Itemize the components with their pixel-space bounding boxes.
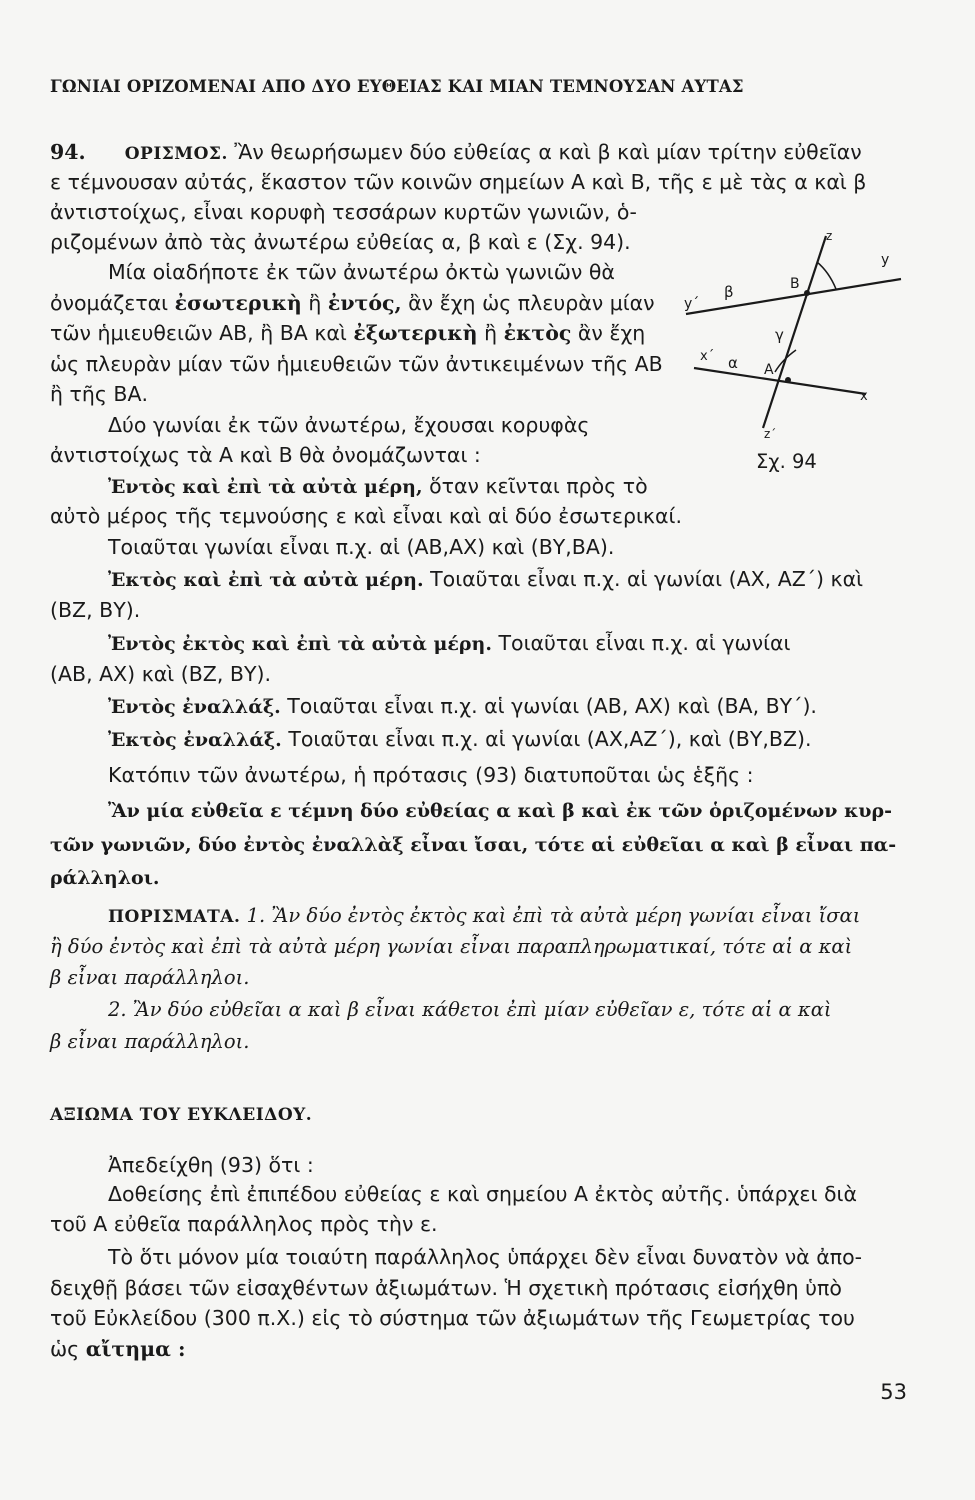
axiom-line-4: Τὸ ὅτι μόνον μία τοιαύτη παράλληλος ὑπάρχει δὲν εἶναι δυνατὸν νὰ ἀπο- xyxy=(108,1245,863,1269)
definition-line-6: ὀνομάζεται ἐσωτερικὴ ἢ ἐντός, ἂν ἔχη ὡς πλευρὰν μίαν xyxy=(50,291,655,315)
theorem-line-3: ράλληλοι. xyxy=(50,867,160,889)
label-x: x xyxy=(860,389,868,404)
label-z: z xyxy=(826,229,833,243)
label-z-prime: z΄ xyxy=(764,427,777,441)
term-exterior: ἐξωτερικὴ xyxy=(353,321,478,345)
term-interior: ἐσωτερικὴ xyxy=(174,291,302,315)
type-exterior-same-side: Ἐκτὸς καὶ ἐπὶ τὰ αὐτὰ μέρη. Τοιαῦται εἶναι π.χ. αἱ γωνίαι (ΑΧ, ΑΖ΄) καὶ xyxy=(108,567,864,591)
definition-line-2: ε τέμνουσαν αὐτάς, ἕκαστον τῶν κοινῶν σημείων Α καὶ Β, τῆς ε μὲ τὰς α καὶ β xyxy=(50,170,867,194)
corollary-2-line-2: β εἶναι παράλληλοι. xyxy=(50,1030,250,1053)
chapter-heading: ΓΩΝΙΑΙ ΟΡΙΖΟΜΕΝΑΙ ΑΠΟ ΔΥΟ ΕΥΘΕΙΑΣ ΚΑΙ ΜΙΑΝ ΤΕΜΝΟΥΣΑΝ ΑΥΤΑΣ xyxy=(50,77,744,96)
term-inside: ἐντός, xyxy=(327,291,402,315)
label-beta: β xyxy=(724,283,734,301)
figure-94 xyxy=(676,222,916,472)
axiom-line-1: Ἀπεδείχθη (93) ὅτι : xyxy=(108,1153,314,1177)
axiom-line-5: δειχθῇ βάσει τῶν εἰσαχθέντων ἀξιωμάτων. Ἡ σχετικὴ πρότασις εἰσήχθη ὑπὸ xyxy=(50,1276,842,1300)
label-gamma: γ xyxy=(775,326,784,344)
figure-caption: Σχ. 94 xyxy=(756,450,817,473)
type-interior-same-side-cont: αὐτὸ μέρος τῆς τεμνούσης ε καὶ εἶναι καὶ αἱ δύο ἐσωτερικαί. xyxy=(50,504,682,528)
definition-line-8: ὡς πλευρὰν μίαν τῶν ἡμιευθειῶν τῶν ἀντικειμένων τῆς ΑΒ xyxy=(50,352,663,376)
axiom-line-6: τοῦ Εὐκλείδου (300 π.Χ.) εἰς τὸ σύστημα τῶν ἀξιωμάτων τῆς Γεωμετρίας του xyxy=(50,1306,855,1330)
point-a xyxy=(785,377,791,383)
theorem-intro: Κατόπιν τῶν ἀνωτέρω, ἡ πρότασις (93) διατυποῦται ὡς ἑξῆς : xyxy=(108,763,754,787)
corollary-2-line-1: 2. Ἂν δύο εὐθεῖαι α καὶ β εἶναι κάθετοι ἐπὶ μίαν εὐθεῖαν ε, τότε αἱ α καὶ xyxy=(108,998,832,1021)
label-y: y xyxy=(881,252,890,268)
axiom-line-3: τοῦ Α εὐθεῖα παράλληλος πρὸς τὴν ε. xyxy=(50,1212,438,1236)
type-term: Ἐκτὸς καὶ ἐπὶ τὰ αὐτὰ μέρη. xyxy=(108,569,424,591)
axiom-line-7: ὡς αἴτημα : xyxy=(50,1337,186,1361)
type-term: Ἐκτὸς ἐναλλάξ. xyxy=(108,729,282,751)
definition-line-10: Δύο γωνίαι ἐκ τῶν ἀνωτέρω, ἔχουσαι κορυφὰς xyxy=(108,413,590,437)
label-y-prime: y΄ xyxy=(684,296,700,312)
axiom-title: ΑΞΙΩΜΑ ΤΟΥ ΕΥΚΛΕΙΔΟΥ. xyxy=(50,1105,313,1125)
axiom-line-2: Δοθείσης ἐπὶ ἐπιπέδου εὐθείας ε καὶ σημείου Α ἐκτὸς αὐτῆς. ὑπάρχει διὰ xyxy=(108,1182,857,1206)
term-postulate: αἴτημα : xyxy=(85,1337,186,1361)
definition-text: Ἂν θεωρήσωμεν δύο εὐθείας α καὶ β καὶ μίαν τρίτην εὐθεῖαν xyxy=(234,140,862,164)
definition-line-5: Μία οἱαδήποτε ἐκ τῶν ἀνωτέρω ὀκτὼ γωνιῶν θὰ xyxy=(108,260,615,284)
label-x-prime: x΄ xyxy=(700,349,715,364)
point-b xyxy=(804,290,810,296)
type-interior-exterior-same-side: Ἐντὸς ἐκτὸς καὶ ἐπὶ τὰ αὐτὰ μέρη. Τοιαῦται εἶναι π.χ. αἱ γωνίαι xyxy=(108,631,791,655)
term-outside: ἐκτὸς xyxy=(503,321,572,345)
type-term: Ἐντὸς ἐκτὸς καὶ ἐπὶ τὰ αὐτὰ μέρη. xyxy=(108,633,492,655)
theorem-line-1: Ἂν μία εὐθεῖα ε τέμνη δύο εὐθείας α καὶ β καὶ ἐκ τῶν ὁριζομένων κυρ- xyxy=(108,800,893,822)
corollaries-title: ΠΟΡΙΣΜΑΤΑ. xyxy=(108,907,241,927)
line-epsilon xyxy=(763,236,826,428)
type-term: Ἐντὸς καὶ ἐπὶ τὰ αὐτὰ μέρη, xyxy=(108,476,423,498)
definition-line-9: ἢ τῆς ΒΑ. xyxy=(50,382,148,406)
theorem-line-2: τῶν γωνιῶν, δύο ἐντὸς ἐναλλὰξ εἶναι ἴσαι, τότε αἱ εὐθεῖαι α καὶ β εἶναι πα- xyxy=(50,834,897,856)
definition-line-11: ἀντιστοίχως τὰ Α καὶ Β θὰ ὀνομάζωνται : xyxy=(50,443,481,467)
corollary-1-line-2: ἢ δύο ἐντὸς καὶ ἐπὶ τὰ αὐτὰ μέρη γωνίαι εἶναι παραπληρωματικαί, τότε αἱ α καὶ xyxy=(50,935,853,958)
label-a: Α xyxy=(764,362,774,378)
type-term: Ἐντὸς ἐναλλάξ. xyxy=(108,696,281,718)
definition-line-7: τῶν ἡμιευθειῶν ΑΒ, ἢ ΒΑ καὶ ἐξωτερικὴ ἢ ἐκτὸς ἂν ἔχη xyxy=(50,321,646,345)
label-b: Β xyxy=(790,276,800,292)
corollary-1-line-1: ΠΟΡΙΣΜΑΤΑ. 1. Ἂν δύο ἐντὸς ἐκτὸς καὶ ἐπὶ τὰ αὐτὰ μέρη γωνίαι εἶναι ἴσαι xyxy=(108,904,861,927)
type-interior-same-side-example: Τοιαῦται γωνίαι εἶναι π.χ. αἱ (ΑΒ,ΑΧ) καὶ (ΒΥ,ΒΑ). xyxy=(108,535,615,559)
line-alpha xyxy=(694,368,866,394)
definition-line-3: ἀντιστοίχως, εἶναι κορυφὴ τεσσάρων κυρτῶν γωνιῶν, ὁ- xyxy=(50,200,637,224)
angle-arc-b xyxy=(817,262,836,289)
type-exterior-same-side-cont: (ΒΖ, ΒΥ). xyxy=(50,598,141,622)
definition-line-4: ριζομένων ἀπὸ τὰς ἀνωτέρω εὐθείας α, β καὶ ε (Σχ. 94). xyxy=(50,230,631,254)
type-interior-same-side: Ἐντὸς καὶ ἐπὶ τὰ αὐτὰ μέρη, ὅταν κεῖνται πρὸς τὸ xyxy=(108,474,648,498)
section-number: 94. xyxy=(50,140,86,164)
definition-line-1 xyxy=(50,140,862,166)
definition-title: ΟΡΙΣΜΟΣ. xyxy=(124,144,228,164)
type-alternate-exterior: Ἐκτὸς ἐναλλάξ. Τοιαῦται εἶναι π.χ. αἱ γωνίαι (ΑΧ,ΑΖ΄), καὶ (ΒΥ,ΒΖ). xyxy=(108,727,812,751)
page-number: 53 xyxy=(880,1380,907,1404)
type-alternate-interior: Ἐντὸς ἐναλλάξ. Τοιαῦται εἶναι π.χ. αἱ γωνίαι (ΑΒ, ΑΧ) καὶ (ΒΑ, ΒΥ΄). xyxy=(108,694,817,718)
type-interior-exterior-same-side-cont: (ΑΒ, ΑΧ) καὶ (ΒΖ, ΒΥ). xyxy=(50,662,271,686)
corollary-1-line-3: β εἶναι παράλληλοι. xyxy=(50,966,250,989)
label-alpha: α xyxy=(728,354,738,372)
